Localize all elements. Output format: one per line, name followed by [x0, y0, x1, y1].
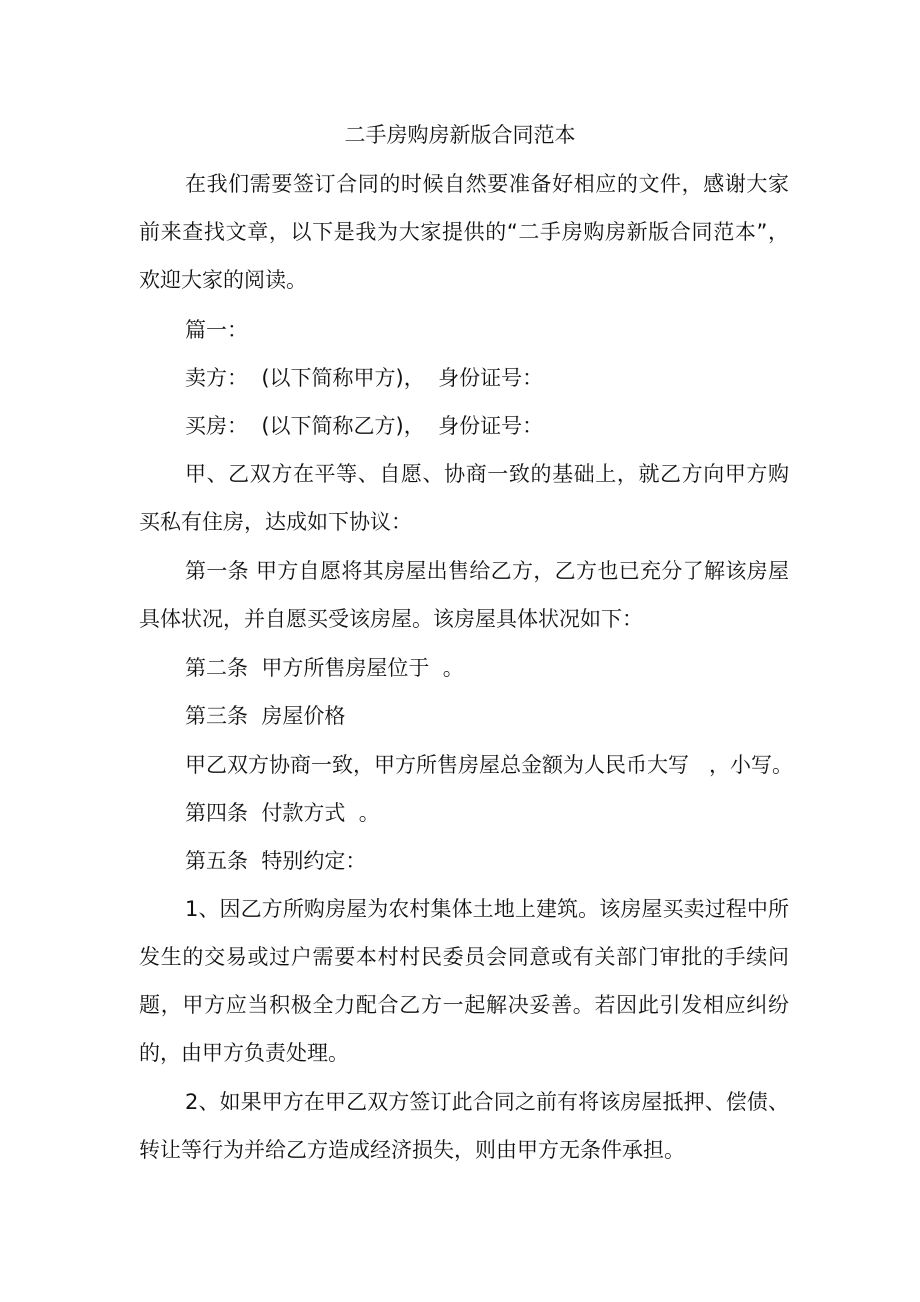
intro-paragraph: 在我们需要签订合同的时候自然要准备好相应的文件，感谢大家前来查找文章，以下是我为大家提供的“二手房购房新版合同范本”，欢迎大家的阅读。 [139, 172, 789, 292]
clause-1: 1、因乙方所购房屋为农村集体土地上建筑。该房屋买卖过程中所发生的交易或过户需要本村村民委员会同意或有关部门审批的手续问题，甲方应当积极全力配合乙方一起解决妥善。若因此引发相应纠纷的，由甲方负责处理。 [139, 897, 789, 1065]
article-3: 第三条 房屋价格 [185, 704, 346, 728]
section-label: 篇一： [185, 318, 248, 342]
article-4: 第四条 付款方式 。 [185, 801, 380, 825]
buyer-line: 买房： (以下简称乙方)， 身份证号： [185, 414, 544, 438]
article-1: 第一条 甲方自愿将其房屋出售给乙方，乙方也已充分了解该房屋具体状况，并自愿买受该房屋。该房屋具体状况如下： [139, 559, 789, 631]
seller-line: 卖方： (以下简称甲方)， 身份证号： [185, 366, 544, 390]
article-5: 第五条 特别约定： [185, 849, 367, 873]
agreement-paragraph: 甲、乙双方在平等、自愿、协商一致的基础上，就乙方向甲方购买私有住房，达成如下协议： [139, 462, 789, 534]
price-line: 甲乙双方协商一致，甲方所售房屋总金额为人民币大写 ，小写。 [185, 753, 794, 777]
article-2: 第二条 甲方所售房屋位于 。 [185, 656, 464, 680]
document-title: 二手房购房新版合同范本 [344, 123, 576, 147]
clause-2: 2、如果甲方在甲乙双方签订此合同之前有将该房屋抵押、偿债、转让等行为并给乙方造成经济损失，则由甲方无条件承担。 [139, 1090, 789, 1162]
